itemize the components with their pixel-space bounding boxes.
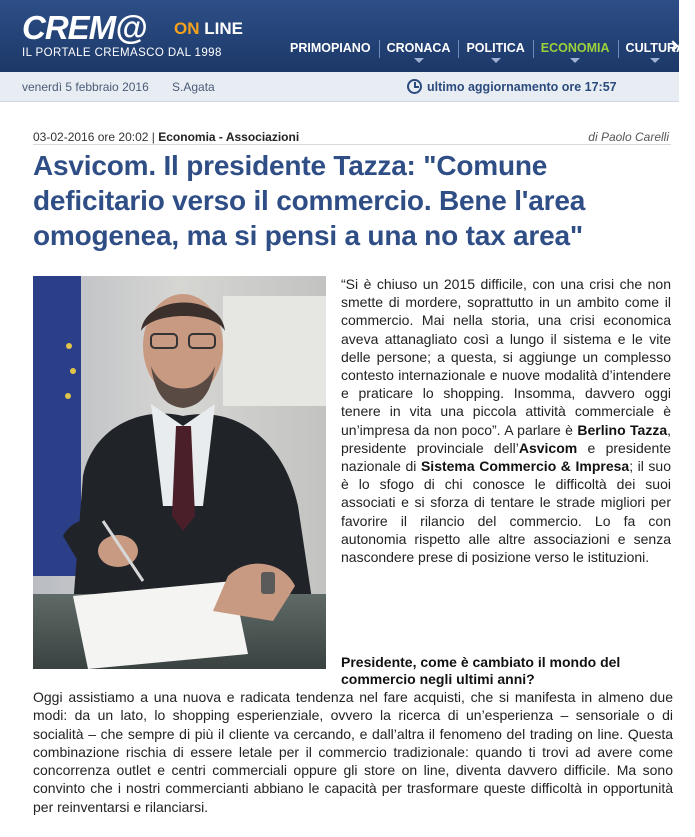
logo-line: LINE xyxy=(199,19,243,38)
logo-tagline: IL PORTALE CREMASCO DAL 1998 xyxy=(22,47,222,59)
nav-divider xyxy=(533,40,534,58)
logo-online xyxy=(174,19,243,39)
saint-of-day: S.Agata xyxy=(172,80,215,94)
lead-person-name: Berlino Tazza xyxy=(577,421,668,438)
article-author: di Paolo Carelli xyxy=(588,130,669,144)
clock-icon xyxy=(407,79,422,94)
nav-divider xyxy=(618,40,619,58)
lead-org-name: Asvicom xyxy=(518,439,578,456)
nav-item-politica[interactable] xyxy=(460,30,530,72)
nav-label: PRIMOPIANO xyxy=(290,41,371,55)
lead-text: , presidente provinciale dell’ xyxy=(341,421,672,456)
main-nav xyxy=(284,30,695,72)
nav-label: CRONACA xyxy=(386,41,451,55)
chevron-down-icon xyxy=(650,58,660,63)
article-photo[interactable] xyxy=(33,276,326,669)
nav-label: POLITICA xyxy=(466,41,525,55)
current-date: venerdì 5 febbraio 2016 xyxy=(22,80,149,94)
nav-item-economia[interactable] xyxy=(535,30,616,72)
lead-text: “Si è chiuso un 2015 difficile, con una crisi che non smette di mordere, soprattutto in un ambito come il commercio. Mai nella storia, una crisi economica aveva attanagliato così a lungo il sistema e le vite delle persone; a questa, si aggiunge un complesso contesto internazionale e nuove modalità d’intendere e praticare lo shopping. Insomma, davvero oggi tenere in vita una piccola attività commerciale è un’impresa da non poco”. A parlare è xyxy=(341,276,671,438)
subcategory-link[interactable]: Associazioni xyxy=(225,130,300,144)
portrait-illustration xyxy=(33,276,326,669)
logo-on: ON xyxy=(174,19,200,38)
article-lead xyxy=(341,275,671,566)
nav-label: ECONOMIA xyxy=(540,41,610,55)
lead-text: ; il suo è lo sfogo di chi conosce le difficoltà dei suoi associati e si sforza di tentare le strade migliori per favorire il rilancio del commercio. Lo fa con autonomia rispetto alle altre associazioni e senza nascondere prese di posizione verso le istituzioni. xyxy=(341,458,671,566)
date-bar xyxy=(0,72,679,102)
site-header xyxy=(0,0,686,72)
last-update-text: ultimo aggiornamento ore 17:57 xyxy=(427,79,617,94)
article-date: 03-02-2016 ore 20:02 xyxy=(33,130,149,144)
article-title: Asvicom. Il presidente Tazza: "Comune deficitario verso il commercio. Bene l'area omogenea, ma si pensi a una no tax area" xyxy=(33,150,586,251)
category-link[interactable]: Economia xyxy=(158,130,216,144)
article-meta xyxy=(33,130,671,145)
nav-divider xyxy=(379,40,380,58)
logo-wordmark: CREM@ xyxy=(22,9,147,46)
chevron-down-icon xyxy=(570,58,580,63)
site-logo[interactable] xyxy=(22,6,262,66)
nav-scroll-icon[interactable] xyxy=(667,40,679,56)
nav-divider xyxy=(458,40,459,58)
last-update xyxy=(407,79,617,94)
nav-label: CULTURA xyxy=(625,41,686,55)
meta-separator: | xyxy=(148,130,159,144)
chevron-down-icon xyxy=(414,58,424,63)
interview-question: Presidente, come è cambiato il mondo del commercio negli ultimi anni? xyxy=(341,654,621,687)
chevron-down-icon xyxy=(491,58,501,63)
lead-text: e presidente nazionale di xyxy=(341,439,671,475)
nav-item-primopiano[interactable] xyxy=(284,30,377,72)
nav-item-cronaca[interactable] xyxy=(381,30,457,72)
meta-separator: - xyxy=(215,130,226,144)
interview-answer: Oggi assistiamo a una nuova e radicata tendenza nel fare acquisti, che si manifesta in almeno due modi: da un lato, lo shopping esperienziale, ovvero la ricerca di un’esperienza – sensoriale o di socialità – che sempre di più il cliente va cercando, e dall’altra il fenomeno del trading on line. Questa combinazione rischia di essere letale per il commercio tradizionale: quando ti trovi ad avere come concorrenza outlet e centri commerciali oppure gli store on line, diventa davvero difficile. Ma sono convinto che i nostri commercianti abbiano le capacità per trasformare queste difficoltà in opportunità per reinventarsi e rilanciarsi. xyxy=(33,689,673,815)
lead-org-name: Sistema Commercio & Impresa xyxy=(420,458,630,475)
nav-item-cultura[interactable] xyxy=(620,30,691,72)
